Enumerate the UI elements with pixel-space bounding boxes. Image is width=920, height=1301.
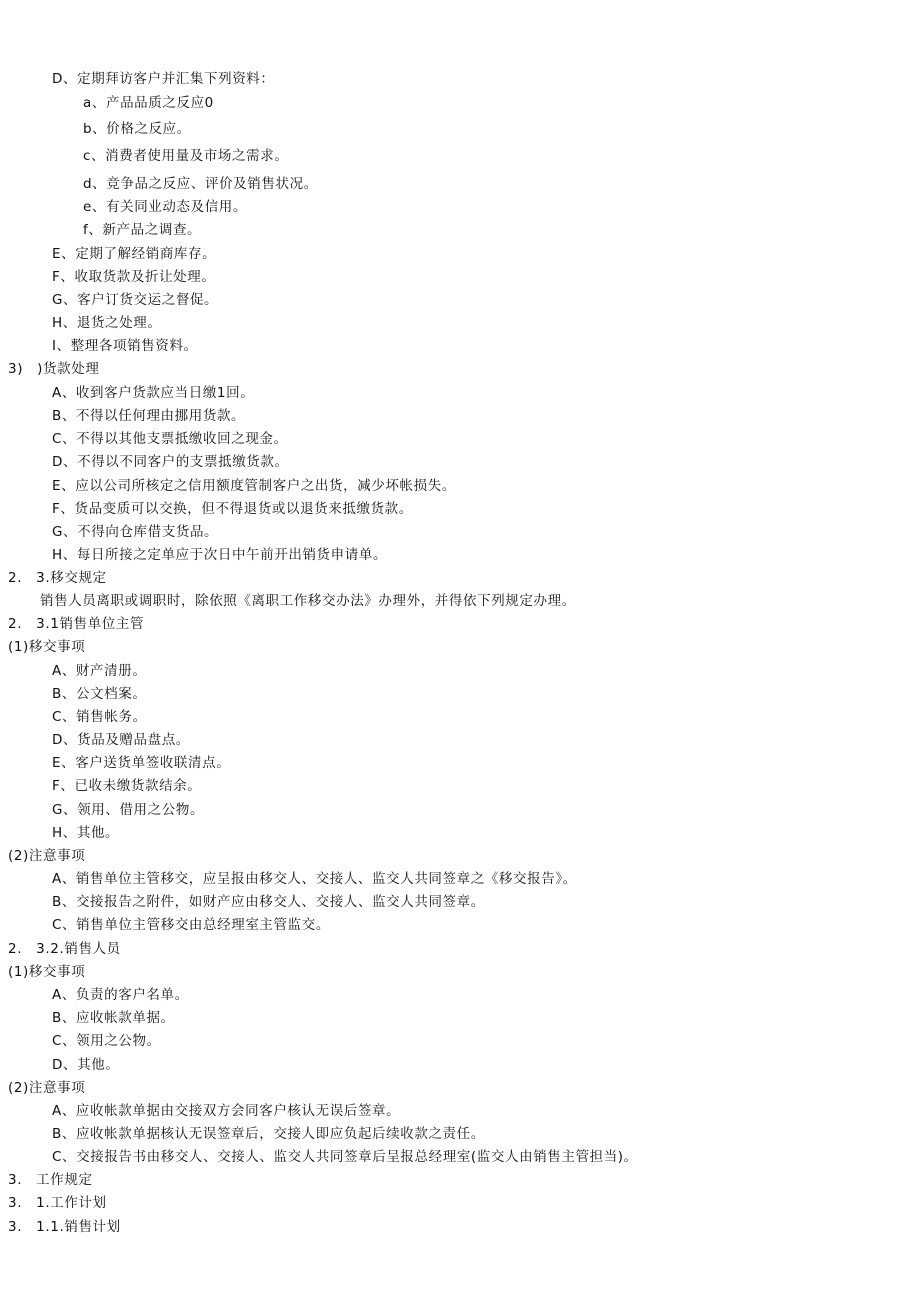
- list-item: B、不得以任何理由挪用货款。: [52, 408, 246, 424]
- list-item: C、销售帐务。: [52, 709, 147, 725]
- subsection-heading: (2)注意事项: [8, 1080, 86, 1096]
- list-item-d: D、定期拜访客户并汇集下列资料：: [52, 71, 275, 87]
- list-item: D、不得以不同客户的支票抵缴货款。: [52, 454, 289, 470]
- list-item: B、应收帐款单据核认无误签章后，交接人即应负起后续收款之责任。: [52, 1126, 485, 1142]
- section-heading: 2. 3.1销售单位主管: [8, 616, 145, 632]
- list-item-d-c: c、消费者使用量及市场之需求。: [83, 148, 289, 164]
- paragraph: 销售人员离职或调职时，除依照《离职工作移交办法》办理外，并得依下列规定办理。: [40, 593, 576, 609]
- list-item-g: G、客户订货交运之督促。: [52, 292, 219, 308]
- subsection-heading: (1)移交事项: [8, 639, 86, 655]
- list-item: E、应以公司所核定之信用额度管制客户之出货，减少坏帐损失。: [52, 478, 456, 494]
- list-item: D、其他。: [52, 1057, 120, 1073]
- list-item: B、公文档案。: [52, 686, 147, 702]
- list-item: G、不得向仓库借支货品。: [52, 524, 219, 540]
- list-item-i: I、整理各项销售资料。: [52, 338, 198, 354]
- section-heading: 3. 工作规定: [8, 1172, 93, 1188]
- list-item: C、不得以其他支票抵缴收回之现金。: [52, 431, 288, 447]
- list-item: B、交接报告之附件，如财产应由移交人、交接人、监交人共同签章。: [52, 894, 485, 910]
- list-item-f: F、收取货款及折让处理。: [52, 269, 216, 285]
- list-item-d-f: f、新产品之调查。: [83, 222, 202, 238]
- list-item: E、客户送货单签收联清点。: [52, 755, 231, 771]
- section-heading: 2. 3.2.销售人员: [8, 941, 121, 957]
- list-item: F、货品变质可以交换，但不得退货或以退货来抵缴货款。: [52, 501, 413, 517]
- list-item-e: E、定期了解经销商库存。: [52, 246, 217, 262]
- list-item: G、领用、借用之公物。: [52, 802, 205, 818]
- subsection-heading: (2)注意事项: [8, 848, 86, 864]
- list-item-d-d: d、竞争品之反应、评价及销售状况。: [83, 176, 318, 192]
- list-item: C、销售单位主管移交由总经理室主管监交。: [52, 917, 330, 933]
- list-item: H、其他。: [52, 825, 120, 841]
- section-heading: 3. 1.工作计划: [8, 1195, 107, 1211]
- list-item: B、应收帐款单据。: [52, 1010, 175, 1026]
- list-item-h: H、退货之处理。: [52, 315, 162, 331]
- list-item: A、销售单位主管移交，应呈报由移交人、交接人、监交人共同签章之《移交报告》。: [52, 871, 577, 887]
- list-item: A、负责的客户名单。: [52, 987, 189, 1003]
- section-heading: 3. 1.1.销售计划: [8, 1219, 121, 1235]
- section-heading: 3) )货款处理: [8, 361, 100, 377]
- list-item: H、每日所接之定单应于次日中午前开出销货申请单。: [52, 547, 388, 563]
- list-item: A、收到客户货款应当日缴1回。: [52, 385, 255, 401]
- section-heading: 2. 3.移交规定: [8, 570, 107, 586]
- list-item: F、已收未缴货款结余。: [52, 778, 202, 794]
- list-item: D、货品及赠品盘点。: [52, 732, 190, 748]
- list-item: C、交接报告书由移交人、交接人、监交人共同签章后呈报总经理室(监交人由销售主管担当)。: [52, 1149, 638, 1165]
- list-item: A、财产清册。: [52, 663, 147, 679]
- list-item: C、领用之公物。: [52, 1033, 161, 1049]
- list-item-d-b: b、价格之反应。: [83, 121, 191, 137]
- list-item-d-e: e、有关同业动态及信用。: [83, 199, 248, 215]
- subsection-heading: (1)移交事项: [8, 964, 86, 980]
- list-item-d-a: a、产品品质之反应0: [83, 95, 214, 111]
- list-item: A、应收帐款单据由交接双方会同客户核认无误后签章。: [52, 1103, 401, 1119]
